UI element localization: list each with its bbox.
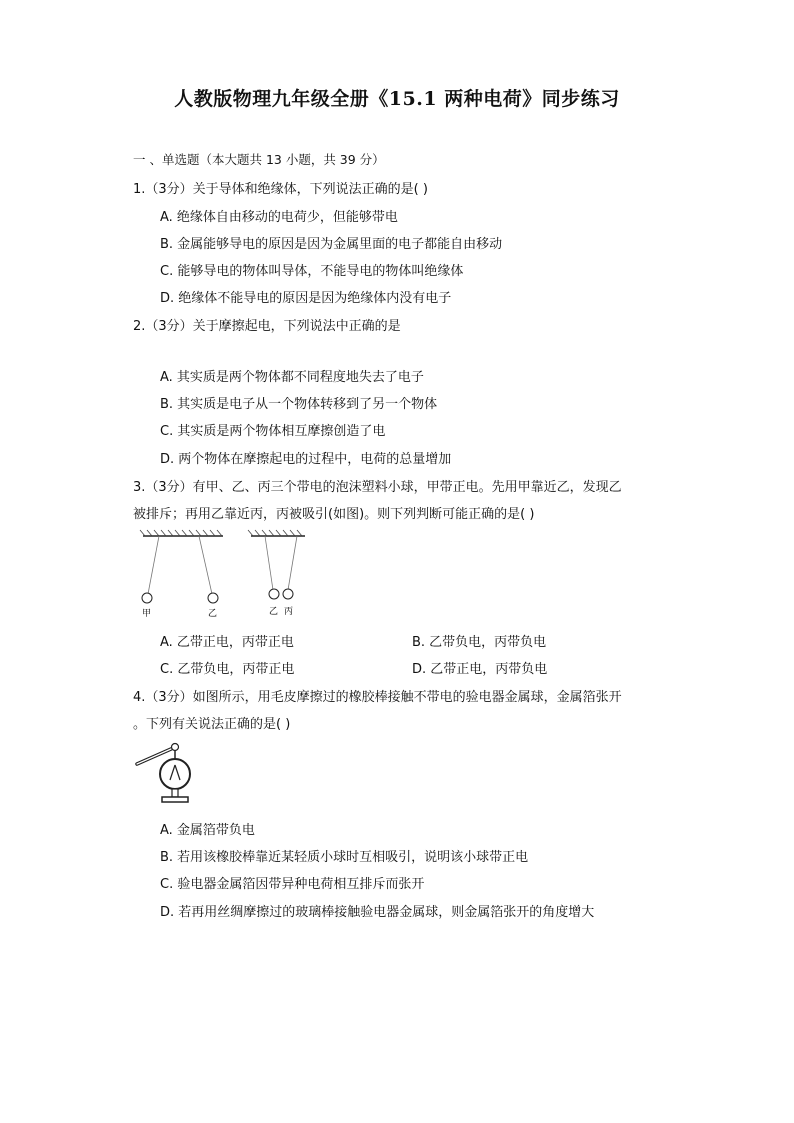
- question-1-stem: 1.（3分）关于导体和绝缘体，下列说法正确的是( ): [133, 182, 428, 197]
- question-3-stem-line1: 3.（3分）有甲、乙、丙三个带电的泡沫塑料小球，甲带正电。先用甲靠近乙，发现乙: [133, 480, 622, 495]
- question-3-stem-line2: 被排斥；再用乙靠近丙，丙被吸引(如图)。则下列判断可能正确的是( ): [133, 507, 535, 522]
- q4-option-d: D. 若再用丝绸摩擦过的玻璃棒接触验电器金属球，则金属箔张开的角度增大: [160, 905, 595, 920]
- q3-option-c: C. 乙带负电，丙带正电: [160, 662, 295, 677]
- q2-option-b: B. 其实质是电子从一个物体转移到了另一个物体: [160, 397, 438, 412]
- q4-option-a: A. 金属箔带负电: [160, 823, 255, 838]
- page-title: 人教版物理九年级全册《15.1 两种电荷》同步练习: [174, 88, 620, 110]
- q4-option-c: C. 验电器金属箔因带异种电荷相互排斥而张开: [160, 877, 425, 892]
- q2-option-c: C. 其实质是两个物体相互摩擦创造了电: [160, 424, 386, 439]
- q3-figure-pendulum-attract: [245, 528, 325, 620]
- label-bing: 丙: [284, 607, 294, 617]
- q1-option-a: A. 绝缘体自由移动的电荷少，但能够带电: [160, 210, 398, 225]
- label-yi: 乙: [208, 609, 218, 619]
- q1-option-d: D. 绝缘体不能导电的原因是因为绝缘体内没有电子: [160, 291, 452, 306]
- q3-option-a: A. 乙带正电，丙带正电: [160, 635, 294, 650]
- question-2-stem: 2.（3分）关于摩擦起电，下列说法中正确的是: [133, 319, 401, 334]
- q3-option-d: D. 乙带正电，丙带负电: [412, 662, 548, 677]
- q2-option-a: A. 其实质是两个物体都不同程度地失去了电子: [160, 370, 424, 385]
- label-jia: 甲: [142, 609, 152, 619]
- q4-figure-electroscope: [135, 736, 215, 808]
- q1-option-b: B. 金属能够导电的原因是因为金属里面的电子都能自由移动: [160, 237, 503, 252]
- q1-option-c: C. 能够导电的物体叫导体，不能导电的物体叫绝缘体: [160, 264, 464, 279]
- question-4-stem-line1: 4.（3分）如图所示，用毛皮摩擦过的橡胶棒接触不带电的验电器金属球，金属箔张开: [133, 690, 622, 705]
- q4-option-b: B. 若用该橡胶棒靠近某轻质小球时互相吸引，说明该小球带正电: [160, 850, 529, 865]
- label-yi-2: 乙: [269, 607, 279, 617]
- q3-option-b: B. 乙带负电，丙带负电: [412, 635, 547, 650]
- q2-option-d: D. 两个物体在摩擦起电的过程中，电荷的总量增加: [160, 452, 452, 467]
- question-4-stem-line2: 。下列有关说法正确的是( ): [133, 717, 291, 732]
- section-heading: 一 、单选题（本大题共 13 小题，共 39 分）: [133, 152, 385, 167]
